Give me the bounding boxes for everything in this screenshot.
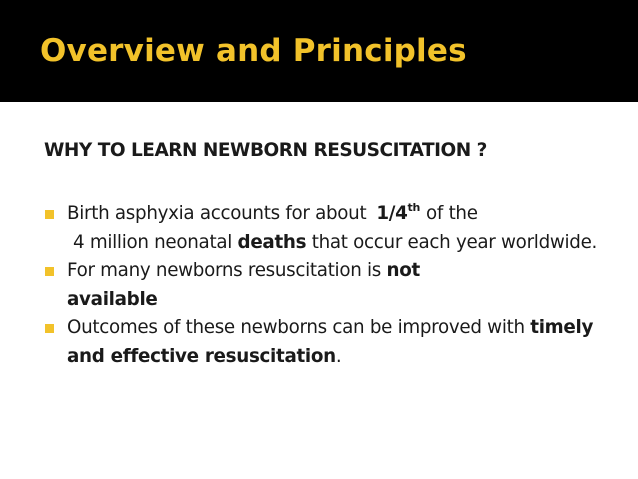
title-bar [0,0,638,102]
square-bullet-icon [45,324,54,333]
bullet-bold-text: not [386,260,420,281]
bullet-item [44,257,604,314]
bullet-item [44,200,604,257]
bullet-text: Birth asphyxia accounts for about [67,203,367,224]
bullet-text: Outcomes of these newborns can be improved with [67,317,525,338]
bullet-text: 4 million neonatal [73,231,233,253]
slide-title: Overview and Principles [40,33,467,69]
bullet-superscript: th [407,201,421,214]
bullet-bold-text: deaths [237,231,307,253]
bullet-text: of the [426,203,478,224]
bullet-item [44,314,604,371]
bullet-text: For many newborns resuscitation is [67,260,382,281]
square-bullet-icon [45,267,54,276]
slide-subheading: WHY TO LEARN NEWBORN RESUSCITATION ? [44,140,487,161]
bullet-bold-text: timely and effective resuscitation [67,317,594,367]
bullet-text: that occur each year worldwide. [311,231,598,253]
bullet-list [44,200,604,371]
bullet-bold-text: available [67,288,158,310]
square-bullet-icon [45,210,54,219]
bullet-text: . [335,345,342,367]
bullet-fraction: 1/4 [376,203,408,224]
